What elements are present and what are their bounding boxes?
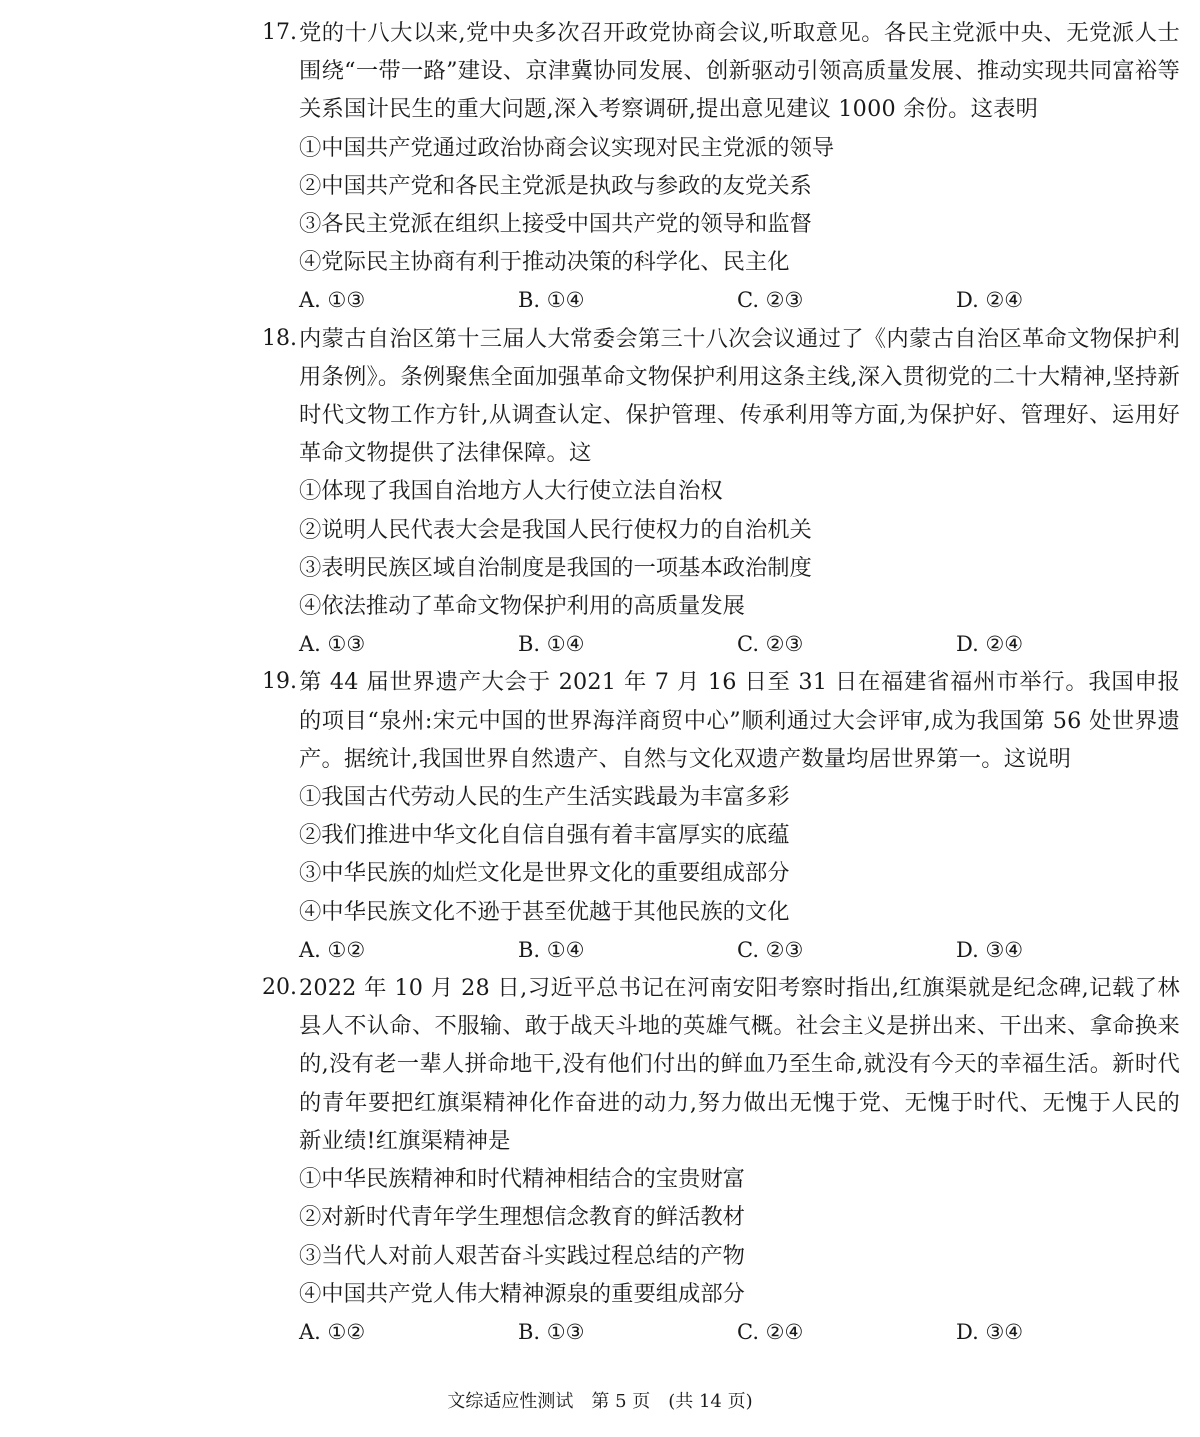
statement-1: ①中国共产党通过政治协商会议实现对民主党派的领导 (299, 134, 835, 161)
question-number: 20. (262, 975, 297, 1001)
option-b: B. ①③ (518, 1319, 585, 1344)
question-stem: 第 44 届世界遗产大会于 2021 年 7 月 16 日至 31 日在福建省福州市举行。我国申报的项目“泉州:宋元中国的世界海洋商贸中心”顺利通过大会评审,成为我国第 56 处世界遗产。据统计,我国世界自然遗产、自然与文化双遗产数量均居世界第一。这说明 (299, 669, 1180, 772)
answer-options (299, 625, 1180, 663)
statement-1: ①我国古代劳动人民的生产生活实践最为丰富多彩 (299, 784, 790, 811)
statement-3: ③当代人对前人艰苦奋斗实践过程总结的产物 (299, 1242, 745, 1269)
option-a: A. ①③ (299, 632, 366, 657)
question-19 (262, 663, 1180, 969)
question-stem: 党的十八大以来,党中央多次召开政党协商会议,听取意见。各民主党派中央、无党派人士围绕“一带一路”建设、京津冀协同发展、创新驱动引领高质量发展、推动实现共同富裕等关系国计民生的重大问题,深入考察调研,提出意见建议 1000 余份。这表明 (299, 20, 1180, 123)
statement-3: ③各民主党派在组织上接受中国共产党的领导和监督 (299, 211, 812, 238)
statement-4: ④党际民主协商有利于推动决策的科学化、民主化 (299, 249, 790, 276)
statement-1: ①体现了我国自治地方人大行使立法自治权 (299, 478, 723, 505)
option-d: D. ②④ (956, 288, 1024, 313)
statement-2: ②对新时代青年学生理想信念教育的鲜活教材 (299, 1204, 745, 1231)
question-body (299, 14, 1180, 320)
statement-1: ①中华民族精神和时代精神相结合的宝贵财富 (299, 1166, 745, 1193)
question-body (299, 663, 1180, 969)
page-footer: 文综适应性测试 第 5 页 (共 14 页) (447, 1391, 753, 1412)
option-d: D. ③④ (956, 937, 1024, 962)
question-stem: 内蒙古自治区第十三届人大常委会第三十八次会议通过了《内蒙古自治区革命文物保护利用条例》。条例聚焦全面加强革命文物保护利用这条主线,深入贯彻党的二十大精神,坚持新时代文物工作方针,从调查认定、保护管理、传承利用等方面,为保护好、管理好、运用好革命文物提供了法律保障。这 (299, 325, 1180, 467)
answer-options (299, 1313, 1180, 1351)
question-stem: 2022 年 10 月 28 日,习近平总书记在河南安阳考察时指出,红旗渠就是纪念碑,记载了林县人不认命、不服输、敢于战天斗地的英雄气概。社会主义是拼出来、干出来、拿命换来的,没有老一辈人拼命地干,没有他们付出的鲜血乃至生命,就没有今天的幸福生活。新时代的青年要把红旗渠精神化作奋进的动力,努力做出无愧于党、无愧于时代、无愧于人民的新业绩!红旗渠精神是 (299, 975, 1180, 1154)
statement-4: ④中华民族文化不逊于甚至优越于其他民族的文化 (299, 898, 790, 925)
statement-4: ④依法推动了革命文物保护利用的高质量发展 (299, 593, 745, 620)
question-18 (262, 320, 1180, 664)
statement-3: ③中华民族的灿烂文化是世界文化的重要组成部分 (299, 860, 790, 887)
option-a: A. ①② (299, 937, 366, 962)
option-b: B. ①④ (518, 632, 585, 657)
exam-page (262, 14, 1180, 1351)
answer-options (299, 931, 1180, 969)
question-17 (262, 14, 1180, 320)
statement-3: ③表明民族区域自治制度是我国的一项基本政治制度 (299, 554, 812, 581)
answer-options (299, 281, 1180, 319)
question-body (299, 969, 1180, 1351)
option-b: B. ①④ (518, 937, 585, 962)
option-c: C. ②③ (737, 288, 804, 313)
question-body (299, 320, 1180, 664)
question-number: 17. (262, 20, 297, 45)
option-a: A. ①② (299, 1319, 366, 1344)
question-number: 19. (262, 669, 297, 695)
option-d: D. ②④ (956, 632, 1024, 657)
question-20 (262, 969, 1180, 1351)
option-c: C. ②③ (737, 937, 804, 962)
statement-2: ②我们推进中华文化自信自强有着丰富厚实的底蕴 (299, 822, 790, 849)
statement-4: ④中国共产党人伟大精神源泉的重要组成部分 (299, 1280, 745, 1307)
option-d: D. ③④ (956, 1319, 1024, 1344)
option-b: B. ①④ (518, 288, 585, 313)
statement-2: ②说明人民代表大会是我国人民行使权力的自治机关 (299, 516, 812, 543)
option-c: C. ②③ (737, 632, 804, 657)
statement-2: ②中国共产党和各民主党派是执政与参政的友党关系 (299, 172, 812, 199)
option-a: A. ①③ (299, 288, 366, 313)
option-c: C. ②④ (737, 1319, 804, 1344)
question-number: 18. (262, 325, 297, 351)
